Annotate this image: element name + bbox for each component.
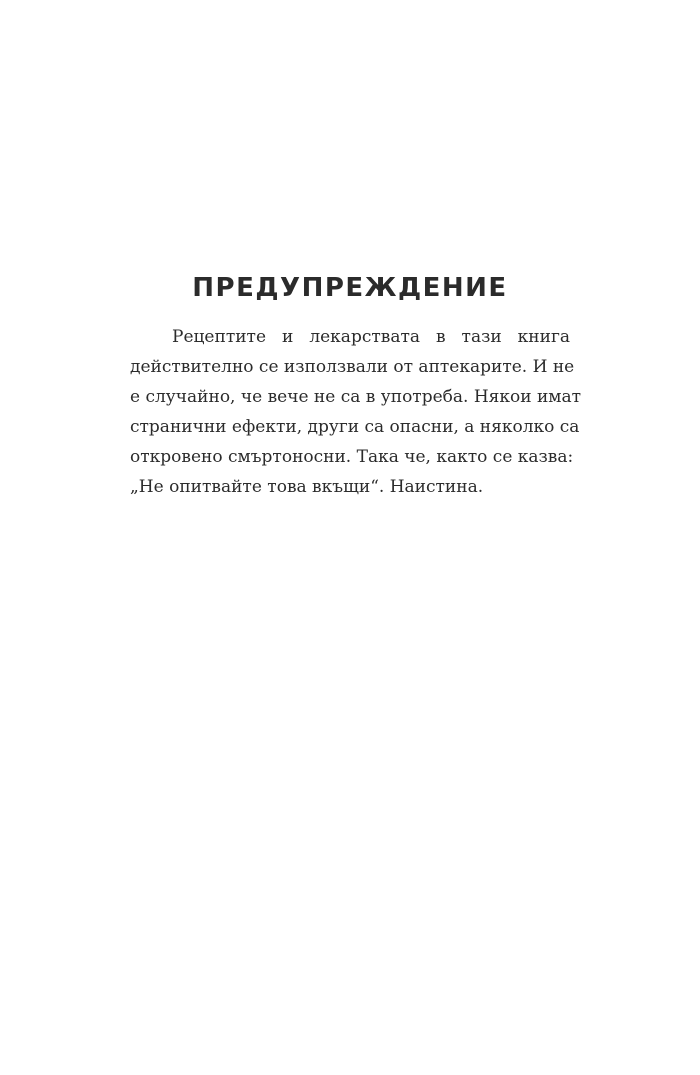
paragraph-line: Рецептите и лекарствата в тази книга [172,327,570,347]
paragraph-line: е случайно, че вече не са в употреба. Някои имат [130,387,582,407]
paragraph-line: откровено смъртоносни. Така че, както се казва: [130,447,574,467]
paragraph-line: „Не опитвайте това вкъщи“. Наистина. [130,477,484,497]
warning-paragraph [130,322,582,502]
paragraph-line: действително се използвали от аптекарите. И не [130,357,575,377]
paragraph-line: странични ефекти, други са опасни, а няколко са [130,417,580,437]
warning-heading: ПРЕДУПРЕЖДЕНИЕ [192,273,508,303]
